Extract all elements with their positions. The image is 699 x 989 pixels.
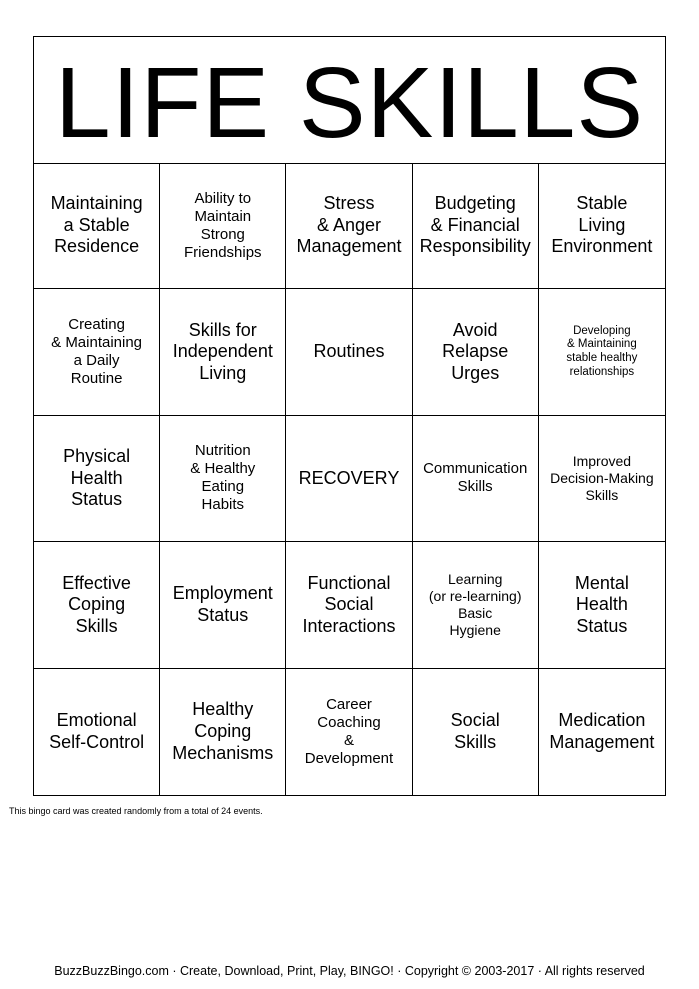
title-row xyxy=(34,37,665,164)
bingo-cell-text: Functional Social Interactions xyxy=(302,572,396,636)
bingo-cell xyxy=(34,416,160,542)
bingo-cell xyxy=(539,289,665,415)
bingo-cell-text: Employment Status xyxy=(172,583,273,625)
generation-note: This bingo card was created randomly from a total of 24 events. xyxy=(9,806,263,816)
bingo-cell xyxy=(160,163,286,289)
bingo-grid xyxy=(34,163,665,795)
bingo-cell xyxy=(413,163,539,289)
bingo-cell-text: Career Coaching & Development xyxy=(304,695,394,767)
bingo-cell-text: Avoid Relapse Urges xyxy=(442,319,509,383)
bingo-cell-text: Physical Health Status xyxy=(63,446,131,510)
bingo-cell xyxy=(286,542,412,668)
bingo-cell xyxy=(539,542,665,668)
bingo-cell xyxy=(539,669,665,795)
bingo-cell xyxy=(160,416,286,542)
bingo-cell xyxy=(413,542,539,668)
bingo-cell xyxy=(286,163,412,289)
bingo-cell xyxy=(286,669,412,795)
bingo-cell xyxy=(160,542,286,668)
bingo-cell-center xyxy=(286,416,412,542)
bingo-cell-text: Learning (or re-learning) Basic Hygiene xyxy=(428,571,522,638)
bingo-cell xyxy=(413,669,539,795)
bingo-cell-text: RECOVERY xyxy=(298,467,400,488)
bingo-cell xyxy=(160,289,286,415)
bingo-cell xyxy=(34,289,160,415)
bingo-cell-text: Social Skills xyxy=(450,710,500,752)
bingo-cell xyxy=(34,669,160,795)
bingo-cell xyxy=(413,416,539,542)
bingo-cell xyxy=(413,289,539,415)
bingo-cell-text: Emotional Self-Control xyxy=(49,710,145,752)
bingo-cell xyxy=(539,163,665,289)
bingo-cell-text: Ability to Maintain Strong Friendships xyxy=(184,189,262,261)
bingo-cell xyxy=(34,542,160,668)
bingo-cell-text: Stable Living Environment xyxy=(551,193,653,257)
footer-copyright: BuzzBuzzBingo.com · Create, Download, Print, Play, BINGO! · Copyright © 2003-2017 · All rights reserved xyxy=(54,964,645,978)
bingo-cell xyxy=(160,669,286,795)
bingo-cell xyxy=(34,163,160,289)
bingo-cell-text: Budgeting & Financial Responsibility xyxy=(419,193,531,257)
bingo-cell-text: Stress & Anger Management xyxy=(296,193,402,257)
bingo-cell-text: Creating & Maintaining a Daily Routine xyxy=(51,316,143,388)
bingo-card xyxy=(33,36,666,796)
bingo-cell-text: Mental Health Status xyxy=(574,572,629,636)
bingo-cell xyxy=(286,289,412,415)
bingo-cell-text: Skills for Independent Living xyxy=(172,319,273,383)
bingo-cell-text: Communication Skills xyxy=(423,460,528,496)
bingo-cell-text: Medication Management xyxy=(549,710,655,752)
bingo-cell-text: Nutrition & Healthy Eating Habits xyxy=(190,442,256,514)
bingo-cell-text: Maintaining a Stable Residence xyxy=(50,193,143,257)
bingo-cell-text: Healthy Coping Mechanisms xyxy=(172,699,274,763)
bingo-cell xyxy=(539,416,665,542)
bingo-cell-text: Effective Coping Skills xyxy=(62,572,131,636)
card-title: LIFE SKILLS xyxy=(54,47,645,159)
bingo-cell-text: Developing & Maintaining stable healthy relationships xyxy=(566,324,638,378)
bingo-cell-text: Improved Decision-Making Skills xyxy=(550,453,654,503)
bingo-cell-text: Routines xyxy=(313,341,385,362)
